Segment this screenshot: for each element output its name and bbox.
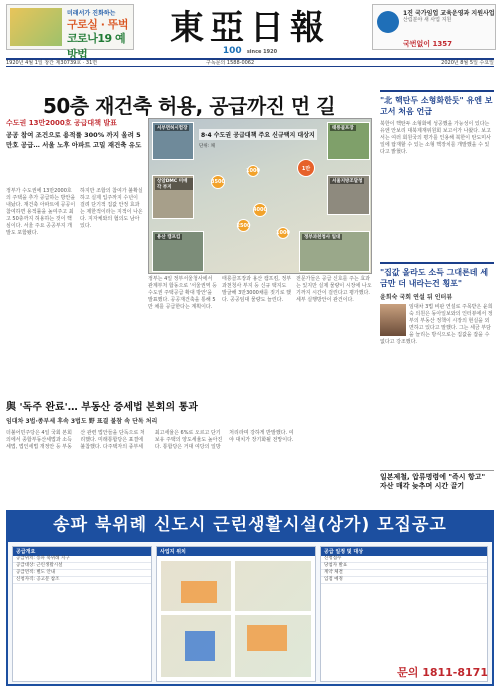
- thumb-label-d: 서울지방조달청: [332, 179, 363, 184]
- right-story-2: [380, 262, 494, 346]
- lot-marker: [185, 631, 215, 661]
- dateline: [6, 58, 494, 67]
- panel-heading: 공급개요: [13, 547, 151, 556]
- right-story-1: [380, 90, 494, 156]
- article-body-3: 정부는 4일 정부서울청사에서 관계부처 합동으로 '서울권역 등 수도권 주택공급 확대 방안'을 발표했다. 공공재건축을 통해 5만 채를 공급한다는 계획이다.: [148, 276, 217, 310]
- lead-deck: 공공 참여 조건으로 용적률 300% 까지 올려 5만호 공급… 서울 노후 아파트 고밀 재건축 유도: [6, 131, 142, 149]
- bottom-ad-title: 송파 북위례 신도시 근린생활시설(상가) 모집공고: [53, 515, 447, 535]
- lot-marker: [181, 581, 217, 603]
- article-body-1: 정부가 수도권에 13만2000호의 주택을 추가 공급하는 방안을 내놨다. 재건축 아파트에 공공이 참여하면 용적률을 높여주고 최고 50층까지 허용하는 것이 핵심이다. 서울 주요 공공부지 개발도 포함됐다.: [6, 188, 76, 236]
- thumb-b: [327, 122, 370, 160]
- right-body-1: 북한이 핵탄두 소형화에 성공했을 가능성이 있다는 유엔 안보리 대북제재위원회 보고서가 나왔다. 보고서는 여러 회원국의 평가를 인용해 북한이 탄도미사일에 탑재할 수 있는 소형 핵장치를 개발했을 수 있다고 밝혔다.: [380, 121, 491, 155]
- ad-text-3: 코로나19 예방법: [67, 32, 126, 61]
- panel-row: 신청자격: 공고문 참조: [13, 577, 151, 584]
- thumb-c: [152, 175, 194, 219]
- supply-map: [148, 118, 372, 274]
- map-bubble: 1만: [297, 159, 315, 177]
- ad-text-2: 구로실 · 뚜벅: [67, 18, 128, 31]
- right-body-2: 임대차 3법 비판 연설로 주목받은 윤희숙 의원은 동아일보와의 인터뷰에서 정부의 부동산 정책이 시장의 현실을 외면하고 있다고 말했다. 그는 세금 부담을 늘리는 방식으로는 집값을 잡을 수 없다고 강조했다.: [380, 304, 493, 345]
- ad-right-text-2: 산림분야 새 사업 지원: [403, 17, 452, 23]
- thumb-d: [327, 175, 370, 215]
- map-bubble: 4000: [253, 203, 267, 217]
- panel-row: 공급면적: 별도 안내: [13, 570, 151, 577]
- article-body-2: 하지만 조합의 참여가 불확실하고 실제 입주까지 수년이 걸려 단기적 집값 안정 효과는 제한적이라는 지적이 나온다. 지자체와의 협의도 남아 있다.: [80, 188, 143, 229]
- map-bubble: 1000: [277, 227, 289, 239]
- panel-heading: 공급 일정 및 대상: [321, 547, 487, 556]
- schedule-row: 계약 체결: [321, 570, 487, 577]
- right-headline-3[interactable]: 일본제철, 압류명령에 "즉시 항고" 자산 매각 늦추며 시간 끌기: [380, 473, 486, 490]
- map-caption: 8·4 수도권 공급대책 주요 신규택지 대상지: [199, 129, 317, 140]
- map-subcaption: 단위: 채: [199, 144, 215, 149]
- lot-marker: [247, 625, 287, 651]
- thumb-label-c: 상암DMC 미매각 부지: [155, 178, 193, 190]
- thumb-a: [152, 122, 194, 160]
- thumb-label-f: 정부과천청사 일대: [304, 235, 341, 240]
- right-headline-2[interactable]: "집값 올라도 소득 그대론데 세금만 더 내라는건 횡포": [380, 262, 494, 289]
- right-subhead-2: 윤희숙 국회 연설 뒤 인터뷰: [380, 294, 453, 301]
- panel-row: 공급위치: 송파 북위례 지구: [13, 556, 151, 563]
- ad-right-phone: 국번없이 1357: [403, 40, 452, 48]
- article-body-4: 태릉골프장과 용산 캠프킴, 정부과천청사 부지 등 신규 택지도 발굴해 3만3000채를 짓기로 했다. 공공임대 물량도 늘린다.: [222, 276, 292, 303]
- second-story-body: 더불어민주당은 4일 국회 본회의에서 종합부동산세법과 소득세법, 법인세법 개정안 등 부동산 관련 법안들을 단독으로 처리했다. 미래통합당은 표결에 불참했다. 다주택자의 종부세 최고세율은 6%로 오르고 단기 보유 주택의 양도세율도 높아진다. 통합당은 거대 여당의 일방 처리라며 강하게 반발했다. 여야 대치가 장기화될 전망이다.: [6, 430, 294, 450]
- ad-phone[interactable]: 문의 1811-8171: [397, 666, 488, 679]
- ad-panel-schedule: [320, 546, 488, 682]
- site-map: [161, 561, 311, 677]
- top-right-ad[interactable]: [372, 4, 496, 50]
- ad-text-1: 미래서가 진화하는: [67, 10, 116, 17]
- second-story: [6, 398, 372, 426]
- road-line: [161, 611, 313, 615]
- road-line: [231, 561, 235, 679]
- interviewee-photo: [380, 304, 406, 336]
- bottom-ad-body[interactable]: [6, 540, 494, 686]
- lead-block: [6, 118, 144, 150]
- thumb-e: [152, 231, 204, 272]
- article-body-5: 전문가들은 공급 신호를 주는 효과는 있지만 실제 물량이 시장에 나오기까지 시간이 걸린다고 평가했다. 세부 실행방안이 관건이다.: [296, 276, 372, 303]
- map-bubble: 1000: [247, 165, 259, 177]
- forest-logo-icon: [377, 11, 399, 33]
- main-headline[interactable]: 50층 재건축 허용, 공급까진 먼 길: [42, 94, 336, 118]
- schedule-row: 신청접수: [321, 556, 487, 563]
- map-bubble: 3500: [211, 175, 225, 189]
- anniversary-number: 100: [222, 46, 242, 56]
- ad-panel-overview: [12, 546, 152, 682]
- map-bubble: 2500: [237, 219, 250, 232]
- ad-right-text-1: 1진 국가임업 교육운영과 지원사업: [403, 10, 495, 17]
- top-left-ad[interactable]: [6, 4, 134, 61]
- thumb-f: [299, 231, 370, 272]
- dateline-mid: 구독문의 1588-0062: [206, 60, 255, 66]
- ad-image: [10, 8, 62, 46]
- right-headline-1[interactable]: "北 핵탄두 소형화한듯" 유엔 보고서 처음 언급: [380, 90, 494, 117]
- thumb-label-a: 서부면허시험장: [157, 126, 188, 131]
- panel-row: 공급대상: 근린생활시설: [13, 563, 151, 570]
- newspaper-name: 東亞日報: [170, 8, 330, 48]
- masthead: [150, 8, 350, 56]
- lead-kicker: 수도권 13만2000호 공급대책 발표: [6, 119, 117, 127]
- second-headline[interactable]: 與 '독주 완료'… 부동산 증세법 본회의 통과: [6, 402, 198, 413]
- since-label: since 1920: [246, 49, 278, 55]
- second-subhead: 임대차 3법·종부세 후속 3법도 野 표결 불참 속 단독 처리: [6, 418, 158, 425]
- bottom-ad-banner[interactable]: [6, 510, 494, 540]
- dateline-left: 1920년 4월 1일 창간 제30739호 · 31면: [6, 60, 98, 66]
- panel-heading: 사업지 위치: [157, 547, 315, 556]
- schedule-row: 입점 예정: [321, 577, 487, 584]
- ad-panel-site: [156, 546, 316, 682]
- schedule-row: 당첨자 발표: [321, 563, 487, 570]
- thumb-label-e: 용산 캠프킴: [157, 235, 181, 240]
- right-story-3: [380, 470, 494, 491]
- thumb-label-b: 태릉골프장: [332, 126, 354, 131]
- dateline-right: 2020년 8월 5일 수요일: [441, 60, 494, 66]
